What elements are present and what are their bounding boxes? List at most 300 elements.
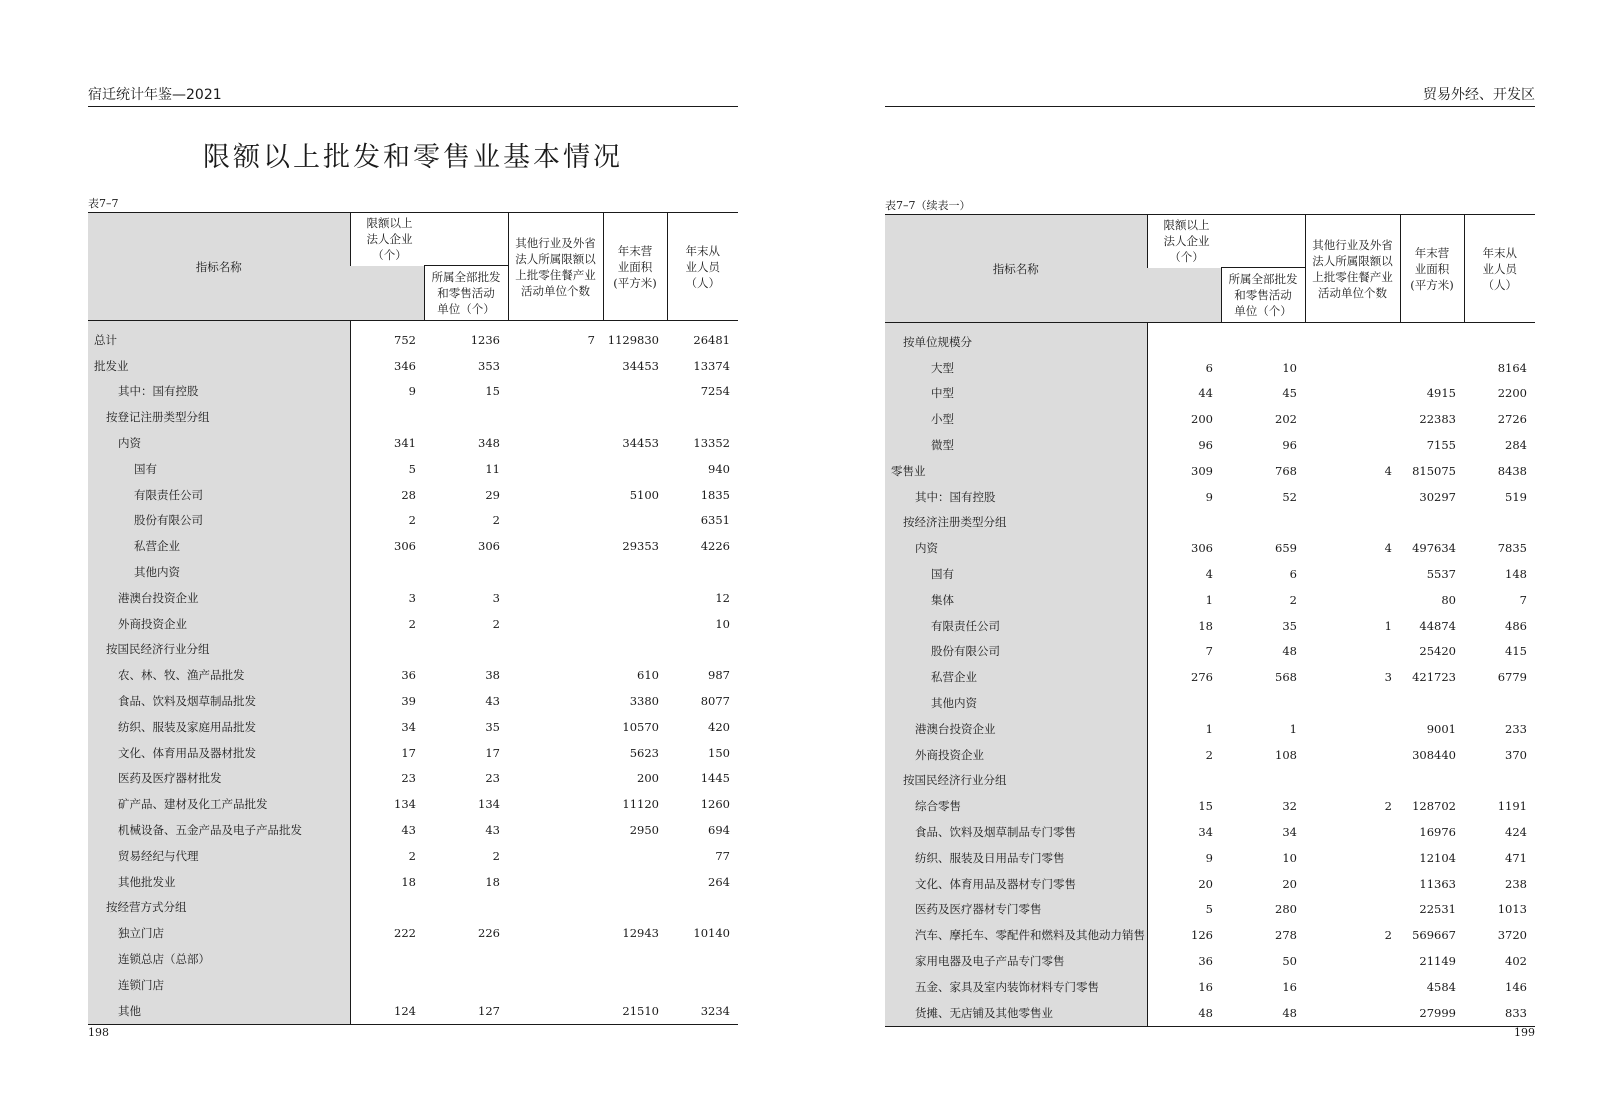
cell-c2: 11 [485, 461, 500, 476]
header-sub-units: 所属全部批发 和零售活动 单位（个） [424, 266, 508, 321]
cell-c2: 35 [1282, 618, 1297, 633]
cell-c2: 659 [1275, 541, 1297, 556]
table-row [885, 871, 1535, 897]
table-row [885, 613, 1535, 639]
cell-c4: 34453 [622, 358, 659, 373]
table-row [88, 662, 738, 688]
cell-c1 [350, 404, 424, 430]
cell-c4: 21510 [622, 1003, 659, 1018]
cell-c3 [508, 972, 603, 998]
cell-c5: 940 [708, 461, 730, 476]
cell-c2: 48 [1282, 644, 1297, 659]
table-row [88, 482, 738, 508]
header-legal-units-label: 限额以上 法人企业 （个） [1163, 218, 1210, 264]
row-label: 食品、饮料及烟草制品专门零售 [885, 819, 1147, 845]
table-row [88, 637, 738, 663]
cell-c2: 17 [485, 745, 500, 760]
cell-c1: 43 [401, 823, 416, 838]
cell-c1: 18 [1198, 618, 1213, 633]
cell-c3 [1305, 432, 1400, 458]
cell-c5: 13352 [693, 436, 730, 451]
cell-c3 [508, 740, 603, 766]
cell-c3 [508, 508, 603, 534]
cell-c3 [508, 559, 603, 585]
cell-c3: 4 [1384, 463, 1392, 478]
table-row [88, 895, 738, 921]
table-row [88, 817, 738, 843]
row-label: 汽车、摩托车、零配件和燃料及其他动力销售 [885, 922, 1147, 948]
cell-c3 [1305, 1000, 1400, 1026]
cell-c3 [508, 869, 603, 895]
cell-c4 [603, 843, 667, 869]
cell-c1 [350, 637, 424, 663]
cell-c2: 3 [492, 590, 500, 605]
cell-c4 [603, 637, 667, 663]
cell-c2: 226 [478, 926, 500, 941]
cell-c3: 4 [1384, 541, 1392, 556]
row-label: 按单位规模分 [885, 323, 1147, 355]
cell-c2 [424, 559, 508, 585]
cell-c1: 34 [1198, 825, 1213, 840]
row-label: 其他内资 [88, 559, 350, 585]
cell-c2: 2 [492, 513, 500, 528]
cell-c5: 77 [715, 848, 730, 863]
running-head [885, 84, 1535, 107]
table-row [88, 559, 738, 585]
cell-c2 [424, 895, 508, 921]
table-row [885, 974, 1535, 1000]
cell-c1: 276 [1191, 670, 1213, 685]
cell-c4: 30297 [1419, 489, 1456, 504]
cell-c4: 34453 [622, 436, 659, 451]
cell-c2: 202 [1275, 412, 1297, 427]
table-row [88, 404, 738, 430]
table-row [88, 998, 738, 1024]
cell-c4: 4584 [1426, 979, 1456, 994]
row-label: 医药及医疗器材批发 [88, 766, 350, 792]
cell-c1: 752 [394, 332, 416, 347]
cell-c1: 222 [394, 926, 416, 941]
cell-c5: 519 [1505, 489, 1527, 504]
row-label: 按登记注册类型分组 [88, 404, 350, 430]
cell-c3: 3 [1384, 670, 1392, 685]
row-label: 综合零售 [885, 793, 1147, 819]
cell-c1: 9 [1205, 489, 1213, 504]
cell-c4: 4915 [1426, 386, 1456, 401]
cell-c1: 6 [1205, 360, 1213, 375]
cell-c5: 833 [1505, 1005, 1527, 1020]
cell-c5: 420 [708, 719, 730, 734]
cell-c5: 8164 [1497, 360, 1527, 375]
cell-c5 [1464, 323, 1535, 355]
cell-c4: 22531 [1419, 902, 1456, 917]
cell-c2: 48 [1282, 1005, 1297, 1020]
header-legal-units-spacer [1147, 268, 1221, 323]
row-label: 食品、饮料及烟草制品批发 [88, 688, 350, 714]
cell-c3 [1305, 897, 1400, 923]
cell-c2: 43 [485, 823, 500, 838]
cell-c4: 11363 [1419, 876, 1456, 891]
cell-c5: 8438 [1497, 463, 1527, 478]
cell-c1 [1147, 510, 1221, 536]
cell-c4: 12943 [622, 926, 659, 941]
cell-c1: 309 [1191, 463, 1213, 478]
row-label: 中型 [885, 381, 1147, 407]
cell-c3 [1305, 819, 1400, 845]
row-label: 按经济注册类型分组 [885, 510, 1147, 536]
cell-c3 [508, 353, 603, 379]
cell-c2: 43 [485, 694, 500, 709]
table-row [88, 533, 738, 559]
cell-c5: 150 [708, 745, 730, 760]
cell-c2: 29 [485, 487, 500, 502]
cell-c5: 264 [708, 874, 730, 889]
table-row [88, 946, 738, 972]
row-label: 文化、体育用品及器材批发 [88, 740, 350, 766]
row-label: 港澳台投资企业 [88, 585, 350, 611]
row-label: 纺织、服装及日用品专门零售 [885, 845, 1147, 871]
cell-c4: 9001 [1426, 721, 1456, 736]
cell-c2: 18 [485, 874, 500, 889]
cell-c1: 200 [1191, 412, 1213, 427]
cell-c4: 3380 [629, 694, 659, 709]
cell-c4: 44874 [1419, 618, 1456, 633]
table-body [88, 321, 738, 1025]
row-label: 其他内资 [885, 690, 1147, 716]
cell-c5 [667, 404, 738, 430]
cell-c4: 16976 [1419, 825, 1456, 840]
cell-c2: 20 [1282, 876, 1297, 891]
cell-c1: 17 [401, 745, 416, 760]
table-row [885, 690, 1535, 716]
cell-c4 [1400, 768, 1464, 794]
table-row [88, 843, 738, 869]
cell-c2: 2 [1289, 592, 1297, 607]
header-employees: 年末从 业人员 （人） [667, 213, 738, 321]
row-label: 集体 [885, 587, 1147, 613]
cell-c1: 7 [1205, 644, 1213, 659]
table-row [88, 353, 738, 379]
row-label: 国有 [88, 456, 350, 482]
cell-c2: 134 [478, 797, 500, 812]
cell-c3 [1305, 716, 1400, 742]
cell-c1: 3 [408, 590, 416, 605]
row-label: 家用电器及电子产品专门零售 [885, 948, 1147, 974]
cell-c2: 768 [1275, 463, 1297, 478]
cell-c5: 1260 [700, 797, 730, 812]
cell-c5: 1013 [1497, 902, 1527, 917]
cell-c5: 3720 [1497, 928, 1527, 943]
table-row [88, 766, 738, 792]
row-label: 外商投资企业 [885, 742, 1147, 768]
cell-c1: 306 [1191, 541, 1213, 556]
cell-c4 [603, 895, 667, 921]
cell-c4 [603, 379, 667, 405]
cell-c5: 2200 [1497, 386, 1527, 401]
cell-c5 [667, 946, 738, 972]
cell-c3 [508, 946, 603, 972]
row-label: 五金、家具及室内装饰材料专门零售 [885, 974, 1147, 1000]
cell-c1: 134 [394, 797, 416, 812]
cell-c2: 348 [478, 436, 500, 451]
table-row [88, 688, 738, 714]
cell-c1 [350, 972, 424, 998]
page-title: 限额以上批发和零售业基本情况 [203, 142, 623, 173]
cell-c4: 7155 [1426, 438, 1456, 453]
cell-c1 [1147, 323, 1221, 355]
cell-c1: 2 [408, 513, 416, 528]
cell-c4 [603, 559, 667, 585]
cell-c2: 45 [1282, 386, 1297, 401]
cell-c3 [1305, 974, 1400, 1000]
cell-c2: 34 [1282, 825, 1297, 840]
cell-c5: 12 [715, 590, 730, 605]
cell-c2: 38 [485, 668, 500, 683]
cell-c2: 35 [485, 719, 500, 734]
cell-c4 [1400, 690, 1464, 716]
row-label: 文化、体育用品及器材专门零售 [885, 871, 1147, 897]
cell-c2: 96 [1282, 438, 1297, 453]
cell-c2: 2 [492, 616, 500, 631]
cell-c2: 16 [1282, 979, 1297, 994]
cell-c1: 36 [1198, 954, 1213, 969]
cell-c1: 4 [1205, 567, 1213, 582]
cell-c1: 20 [1198, 876, 1213, 891]
running-head-title: 宿迁统计年鉴—2021 [88, 87, 222, 103]
cell-c5: 415 [1505, 644, 1527, 659]
row-label: 股份有限公司 [885, 639, 1147, 665]
table-row [885, 845, 1535, 871]
cell-c4 [603, 508, 667, 534]
cell-c5: 284 [1505, 438, 1527, 453]
page-number: 198 [88, 1026, 109, 1039]
table-row [88, 791, 738, 817]
cell-c5: 7254 [700, 384, 730, 399]
row-label: 按国民经济行业分组 [885, 768, 1147, 794]
cell-c1: 28 [401, 487, 416, 502]
table-row [885, 484, 1535, 510]
cell-c4: 12104 [1419, 850, 1456, 865]
cell-c2: 108 [1275, 747, 1297, 762]
table-row [88, 714, 738, 740]
table-row [88, 321, 738, 353]
cell-c1 [350, 946, 424, 972]
table-row [88, 456, 738, 482]
cell-c1: 2 [408, 616, 416, 631]
cell-c5: 486 [1505, 618, 1527, 633]
cell-c4 [1400, 355, 1464, 381]
table-row [88, 508, 738, 534]
cell-c2 [1221, 323, 1305, 355]
cell-c3 [508, 430, 603, 456]
cell-c4: 200 [637, 771, 659, 786]
cell-c2: 278 [1275, 928, 1297, 943]
stat-table-right [885, 214, 1535, 1027]
cell-c4: 21149 [1419, 954, 1456, 969]
cell-c5: 1835 [700, 487, 730, 502]
cell-c4: 308440 [1412, 747, 1456, 762]
cell-c3 [508, 843, 603, 869]
cell-c3: 2 [1384, 799, 1392, 814]
table-row [885, 897, 1535, 923]
row-label: 私营企业 [885, 664, 1147, 690]
header-other-units: 其他行业及外省 法人所属限额以 上批零住餐产业 活动单位个数 [508, 213, 603, 321]
header-name: 指标名称 [885, 215, 1147, 323]
cell-c1: 5 [408, 461, 416, 476]
cell-c2 [424, 946, 508, 972]
cell-c1: 16 [1198, 979, 1213, 994]
table-label: 表7–7 [88, 197, 119, 210]
cell-c1: 306 [394, 539, 416, 554]
cell-c3 [1305, 510, 1400, 536]
cell-c2: 280 [1275, 902, 1297, 917]
cell-c3 [508, 817, 603, 843]
cell-c3 [508, 920, 603, 946]
row-label: 批发业 [88, 353, 350, 379]
cell-c1: 124 [394, 1003, 416, 1018]
cell-c4: 569667 [1412, 928, 1456, 943]
header-legal-units [350, 213, 508, 266]
cell-c3: 2 [1384, 928, 1392, 943]
cell-c1: 2 [408, 848, 416, 863]
cell-c4: 25420 [1419, 644, 1456, 659]
cell-c3: 1 [1384, 618, 1392, 633]
cell-c5: 402 [1505, 954, 1527, 969]
cell-c2: 353 [478, 358, 500, 373]
table-row [885, 948, 1535, 974]
cell-c4 [1400, 323, 1464, 355]
cell-c4: 1129830 [607, 332, 659, 347]
cell-c3 [508, 662, 603, 688]
cell-c5: 4226 [700, 539, 730, 554]
row-label: 股份有限公司 [88, 508, 350, 534]
table-row [885, 535, 1535, 561]
cell-c1 [350, 895, 424, 921]
table-row [885, 639, 1535, 665]
cell-c1: 1 [1205, 721, 1213, 736]
cell-c3 [508, 482, 603, 508]
cell-c3 [508, 404, 603, 430]
cell-c5 [667, 972, 738, 998]
cell-c1: 1 [1205, 592, 1213, 607]
cell-c2 [424, 404, 508, 430]
header-legal-units-label: 限额以上 法人企业 （个） [366, 216, 413, 262]
table-row [885, 716, 1535, 742]
row-label: 有限责任公司 [885, 613, 1147, 639]
cell-c4 [603, 869, 667, 895]
table-row [885, 458, 1535, 484]
cell-c2 [1221, 510, 1305, 536]
table-row [885, 432, 1535, 458]
row-label: 小型 [885, 406, 1147, 432]
table-row [88, 869, 738, 895]
table-row [88, 430, 738, 456]
cell-c4 [603, 456, 667, 482]
cell-c1: 34 [401, 719, 416, 734]
row-label: 货摊、无店铺及其他零售业 [885, 1000, 1147, 1026]
cell-c3 [1305, 561, 1400, 587]
page-number: 199 [1514, 1026, 1535, 1039]
cell-c4: 2950 [629, 823, 659, 838]
cell-c5: 424 [1505, 825, 1527, 840]
cell-c4: 497634 [1412, 541, 1456, 556]
cell-c5: 6779 [1497, 670, 1527, 685]
row-label: 其他 [88, 998, 350, 1024]
table-row [885, 793, 1535, 819]
row-label: 总计 [88, 321, 350, 353]
table-row [88, 611, 738, 637]
cell-c3 [1305, 871, 1400, 897]
row-label: 其他批发业 [88, 869, 350, 895]
cell-c1: 48 [1198, 1005, 1213, 1020]
cell-c3 [508, 611, 603, 637]
cell-c5: 10140 [693, 926, 730, 941]
cell-c1: 18 [401, 874, 416, 889]
cell-c5: 146 [1505, 979, 1527, 994]
cell-c1: 341 [394, 436, 416, 451]
row-label: 机械设备、五金产品及电子产品批发 [88, 817, 350, 843]
cell-c3 [1305, 768, 1400, 794]
table-row [885, 922, 1535, 948]
cell-c3 [508, 791, 603, 817]
stat-table-left [88, 212, 738, 1025]
cell-c3 [508, 456, 603, 482]
cell-c4 [603, 585, 667, 611]
cell-c3 [508, 379, 603, 405]
cell-c1: 36 [401, 668, 416, 683]
cell-c1: 126 [1191, 928, 1213, 943]
cell-c4: 11120 [622, 797, 659, 812]
left-page [88, 0, 738, 1099]
cell-c3 [1305, 948, 1400, 974]
row-label: 贸易经纪与代理 [88, 843, 350, 869]
cell-c2 [1221, 768, 1305, 794]
cell-c5: 10 [715, 616, 730, 631]
row-label: 私营企业 [88, 533, 350, 559]
header-name: 指标名称 [88, 213, 350, 321]
cell-c4 [603, 611, 667, 637]
table-row [885, 510, 1535, 536]
cell-c5 [1464, 768, 1535, 794]
cell-c3 [1305, 484, 1400, 510]
cell-c2 [424, 637, 508, 663]
cell-c5 [667, 559, 738, 585]
cell-c3 [508, 637, 603, 663]
row-label: 其中：国有控股 [88, 379, 350, 405]
cell-c1: 96 [1198, 438, 1213, 453]
cell-c5: 8077 [700, 694, 730, 709]
cell-c4: 610 [637, 668, 659, 683]
table-row [885, 406, 1535, 432]
cell-c3 [1305, 381, 1400, 407]
cell-c2: 2 [492, 848, 500, 863]
running-head [88, 84, 738, 107]
row-label: 大型 [885, 355, 1147, 381]
cell-c2: 10 [1282, 850, 1297, 865]
cell-c4: 5537 [1426, 567, 1456, 582]
row-label: 医药及医疗器材专门零售 [885, 897, 1147, 923]
table-row [885, 323, 1535, 355]
cell-c5 [667, 895, 738, 921]
cell-c4: 80 [1441, 592, 1456, 607]
cell-c4 [603, 404, 667, 430]
cell-c3 [508, 895, 603, 921]
cell-c4: 128702 [1412, 799, 1456, 814]
running-head-section: 贸易外经、开发区 [1423, 87, 1535, 103]
cell-c4 [603, 946, 667, 972]
header-employees: 年末从 业人员 （人） [1464, 215, 1535, 323]
row-label: 零售业 [885, 458, 1147, 484]
